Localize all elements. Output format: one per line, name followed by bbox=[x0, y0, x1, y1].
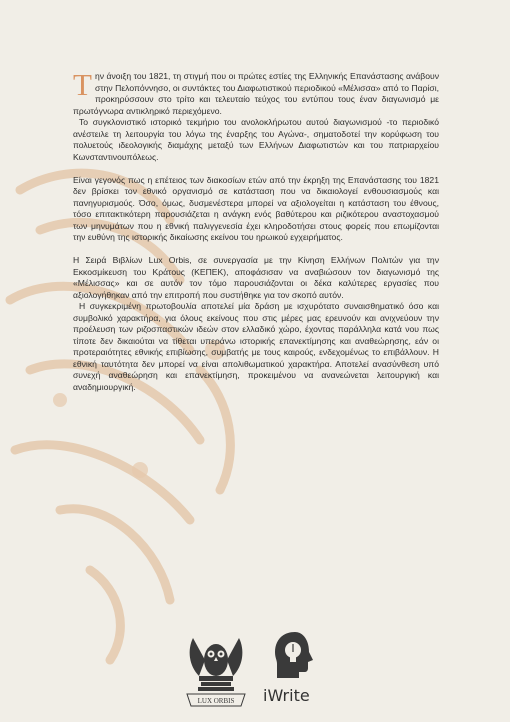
iwrite-head-lightbulb-icon bbox=[273, 630, 317, 682]
paragraph-3: Είναι γεγονός πως η επέτειος των διακοσίων ετών από την έκρηξη της Επανάστασης του 1821 δεν βρίσκει τον εθνικό οργανισμό σε κατάσταση που να δικαιολογεί ενθουσιασμούς και πανηγυρισμούς. Όσο, όμως, δυσμενέστερα μπορεί να αξιολογείται η κατάσταση του έθνους, τόσο επιτακτικότερη παρουσιάζεται η ανάγκη ενός βαθύτερου και ριζικότερου αναστοχασμού των μηνυμάτων που η εθνική παλιγγενεσία έχει κληροδοτήσει στους φορείς που επωμίζονται την ευθύνη της ιστορικής δικαίωσης εκείνου του ηρωικού εγχειρήματος. bbox=[73, 174, 439, 242]
paragraph-2: Το συγκλονιστικό ιστορικό τεκμήριο του ανολοκλήρωτου αυτού διαγωνισμού -το περιοδικό ανέστειλε τη λειτουργία του λόγω της έναρξης του Αγώνα-, σηματοδοτεί την κορύφωση του πολυετούς ιδεολογικής διαμάχης μεταξύ των Ελλήνων Διαφωτιστών και του πατριαρχείου Κωνσταντινουπόλεως. bbox=[73, 117, 439, 162]
lux-orbis-owl-logo bbox=[185, 630, 247, 708]
drop-cap: Τ bbox=[73, 67, 92, 102]
paragraph-4: Η Σειρά Βιβλίων Lux Orbis, σε συνεργασία με την Κίνηση Ελλήνων Πολιτών για την Εκκοσμίκευση του Κράτους (ΚΕΠΕΚ), αποφάσισαν να αναβιώσουν τον διαγωνισμό της «Μέλισσας» και σε αυτόν τον τόμο παρουσιάζονται οι δέκα καλύτερες εργασίες που αξιολογήθηκαν από την επιτροπή που συστήθηκε για τον σκοπό αυτόν. bbox=[73, 255, 439, 300]
description-text bbox=[73, 67, 439, 393]
paragraph-1 bbox=[73, 67, 439, 117]
paragraph-5: Η συγκεκριμένη πρωτοβουλία αποτελεί μία δράση με ισχυρότατο συναισθηματικό όσο και συμβολικό χαρακτήρα, για όλους εκείνους που στις μέρες μας ερευνούν και ανιχνεύουν την προέλευση των ριζοσπαστικών ιδεών στον ελλαδικό χώρο, έχοντας παράλληλα κατά νου πως τίποτε δεν δικαιούται να τίθεται υπεράνω ιστορικής επανεκτίμησης και αναθεώρησης, εάν οι προτεραιότητες εθνικής επιβίωσης, συμβατής με τους καιρούς, ενδεχομένως το επιβάλλουν. Η εθνική ταυτότητα δεν μπορεί να είναι απολιθωματικού χαρακτήρα. Αποτελεί ανασύνθεση υπό συνεχή αναθεώρηση και επανεκτίμηση, προκειμένου να ανανεώνεται λειτουργική και αναδημιουργική. bbox=[73, 301, 439, 392]
publisher-logos bbox=[185, 630, 355, 710]
lux-orbis-banner-text: LUX ORBIS bbox=[197, 697, 235, 705]
iwrite-logo-text: iWrite bbox=[263, 686, 310, 705]
paragraph-1-text: ην άνοιξη του 1821, τη στιγμή που οι πρώτες εστίες της Ελληνικής Επανάστασης ανάβουν στην Πελοπόννησο, οι συντάκτες του Διαφωτιστικού περιοδικού «Μέλισσα» από το Παρίσι, προκηρύσσουν στο τρίτο και τελευταίο τεύχος του εντύπου τους έναν διαγωνισμό με πρωτόγνωρα αντικληρικό περιεχόμενο. bbox=[73, 71, 439, 116]
